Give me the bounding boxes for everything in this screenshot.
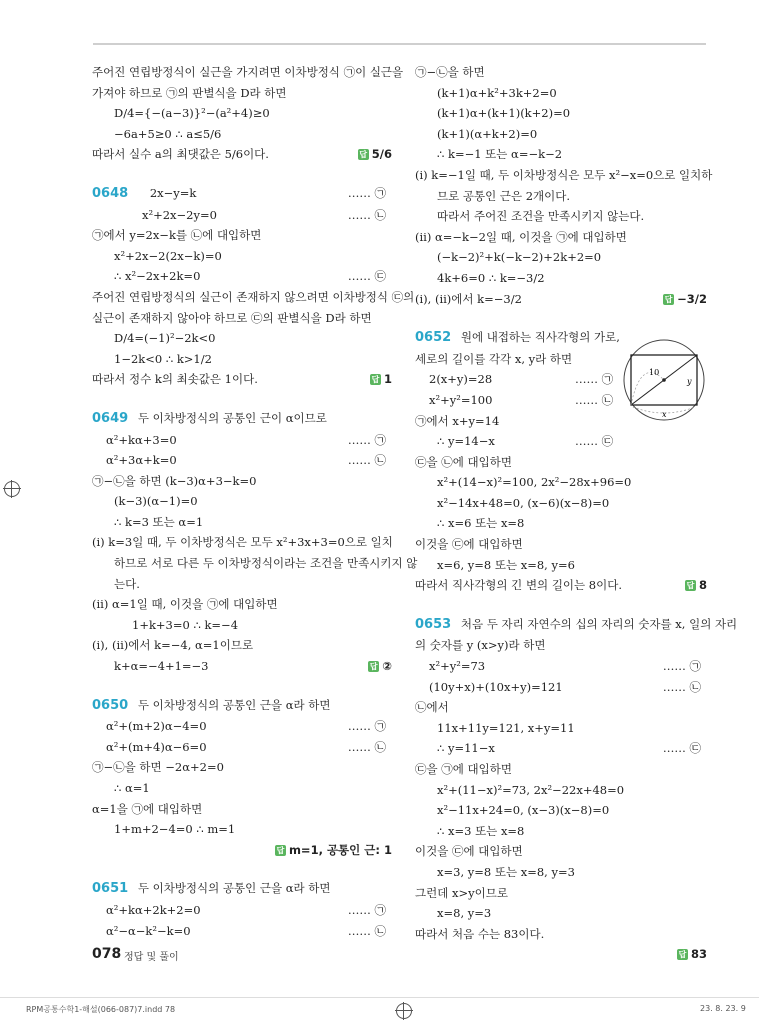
text-line: ㉢을 ㉠에 대입하면 — [415, 762, 512, 776]
formula-line: ∴ k=3 또는 α=1 — [114, 514, 204, 529]
eq-tag: …… ㉠ — [662, 659, 701, 674]
formula-line: ∴ α=1 — [114, 781, 150, 795]
answer: 답 83 — [678, 947, 707, 962]
answer: 답 ② — [369, 659, 392, 674]
system-line: α²−α−k²−k=0 …… ㉡ — [92, 921, 392, 942]
answer: 답 m=1, 공통인 근: 1 — [276, 842, 392, 857]
text-line: 이것을 ㉢에 대입하면 — [415, 844, 523, 859]
problem-number: 0653 — [415, 616, 452, 632]
eq-tag: …… ㉡ — [575, 392, 614, 407]
text-line — [92, 840, 392, 861]
eq-tag: …… ㉢ — [575, 434, 614, 449]
inscribed-rectangle-figure — [621, 337, 707, 423]
formula-line: x=3, y=8 또는 x=8, y=3 — [437, 864, 575, 879]
problem-number: 0649 — [92, 410, 129, 426]
page-number: 078 — [92, 946, 122, 962]
problem-title: 두 이차방정식의 공통인 근을 α라 하면 — [137, 881, 331, 896]
text-line: (ⅰ) k=3일 때, 두 이차방정식은 모두 x²+3x+3=0으로 일치 — [92, 535, 393, 550]
formula-line: −6a+5≥0 ∴ a≤5/6 — [114, 126, 222, 141]
text-line: 가져야 하므로 ㉠의 판별식을 D라 하면 — [92, 85, 287, 100]
formula-line: D/4={−(a−3)}²−(a²+4)≥0 — [114, 106, 270, 121]
text-line: ㉠에서 x+y=14 — [415, 413, 500, 428]
problem-title: 두 이차방정식의 공통인 근을 α라 하면 — [137, 697, 331, 712]
text-line: α=1을 ㉠에 대입하면 — [92, 801, 203, 816]
formula-line: k+α=−4+1=−3 답 ② — [92, 656, 392, 677]
formula-line: 1−2k<0 ∴ k>1/2 — [114, 351, 212, 366]
formula-line: x²+2x−2(2x−k)=0 — [114, 248, 222, 263]
answer-badge-icon: 답 — [678, 950, 687, 960]
file-name: RPM공통수학1-해설(066-087)7.indd 78 — [26, 1005, 176, 1014]
registration-mark-icon — [4, 481, 20, 497]
text-line: ㉡에서 — [415, 700, 449, 715]
header-rule — [93, 43, 706, 45]
eq-tag: …… ㉠ — [575, 372, 614, 387]
text-line: 이것을 ㉢에 대입하면 — [415, 537, 523, 552]
width-label: x — [662, 410, 667, 419]
text-line: 세로의 길이를 각각 x, y라 하면 — [415, 351, 573, 366]
problem-0650 — [92, 695, 392, 717]
text-line: 므로 공통인 근은 2개이다. — [437, 188, 571, 203]
height-label: y — [687, 377, 692, 386]
system-line: x²+y²=100 …… ㉡ — [415, 390, 707, 411]
text-line: 그런데 x>y이므로 — [415, 885, 508, 900]
system-line: α²+(m+2)α−4=0 …… ㉠ — [92, 716, 392, 737]
registration-mark-icon — [396, 1003, 412, 1019]
formula-line: x=8, y=3 — [437, 906, 492, 921]
system-line: α²+kα+3=0 …… ㉠ — [92, 430, 392, 451]
bottom-rule — [0, 997, 759, 998]
system-line: x²+y²=73 …… ㉠ — [415, 656, 707, 677]
formula-line: (k−3)(α−1)=0 — [114, 494, 198, 509]
answer-value: 5/6 — [371, 147, 392, 162]
text-line: 따라서 직사각형의 긴 변의 길이는 8이다. 답 8 — [415, 575, 707, 596]
formula-line: D/4=(−1)²−2k<0 — [114, 331, 216, 346]
formula-line: 11x+11y=121, x+y=11 — [437, 720, 575, 735]
problem-0648 — [92, 183, 392, 205]
radius-arc — [631, 373, 664, 405]
formula-line: ∴ k=−1 또는 α=−k−2 — [437, 147, 563, 162]
eq-tag: …… ㉠ — [347, 719, 386, 734]
answer-badge-icon: 답 — [371, 375, 380, 385]
problem-number: 0648 — [92, 185, 129, 201]
formula-line: x²−11x+24=0, (x−3)(x−8)=0 — [437, 803, 610, 818]
formula-line: (−k−2)²+k(−k−2)+2k+2=0 — [437, 250, 602, 265]
text-line: 따라서 처음 수는 83이다. — [415, 926, 545, 941]
text-line: 실근이 존재하지 않아야 하므로 ㉢의 판별식을 D라 하면 — [92, 310, 372, 325]
problem-number: 0650 — [92, 697, 129, 713]
system-line — [92, 205, 392, 226]
formula-line: ∴ y=11−x …… ㉢ — [415, 738, 707, 759]
formula-line: x²+(11−x)²=73, 2x²−22x+48=0 — [437, 782, 625, 797]
text-line: (ⅰ), (ⅱ)에서 k=−3/2 답 −3/2 — [415, 289, 707, 310]
formula-line: ∴ x²−2x+2k=0 …… ㉢ — [92, 266, 392, 287]
formula-line: x=6, y=8 또는 x=8, y=6 — [437, 557, 575, 572]
formula-line: (k+1)α+k²+3k+2=0 — [437, 85, 557, 100]
eq-tag: …… ㉠ — [347, 432, 386, 447]
text-line: (ⅰ) k=−1일 때, 두 이차방정식은 모두 x²−x=0으로 일치하 — [415, 167, 713, 182]
formula-line: ∴ y=14−x …… ㉢ — [415, 431, 707, 452]
problem-0651 — [92, 878, 392, 900]
eq-tag: …… ㉠ — [347, 185, 386, 200]
text-line: 따라서 주어진 조건을 만족시키지 않는다. — [437, 209, 645, 224]
answer-badge-icon: 답 — [686, 581, 695, 591]
system-line: α²+(m+4)α−6=0 …… ㉡ — [92, 737, 392, 758]
text-line: ㉠−㉡을 하면 −2α+2=0 — [92, 760, 224, 775]
eq-tag: …… ㉡ — [347, 207, 386, 222]
formula-line: 1+k+3=0 ∴ k=−4 — [132, 617, 239, 632]
formula-line: x²+(14−x)²=100, 2x²−28x+96=0 — [437, 475, 632, 490]
radius-label: 10 — [649, 368, 660, 377]
answer-badge-icon: 답 — [369, 662, 378, 672]
formula-line: x²−14x+48=0, (x−6)(x−8)=0 — [437, 495, 610, 510]
problem-0649 — [92, 408, 392, 430]
answer: 답 1 — [371, 372, 392, 387]
text-line — [415, 944, 707, 965]
problem-number: 0652 — [415, 330, 452, 346]
text-line: 는다. — [114, 576, 140, 591]
eq-tag: …… ㉡ — [662, 679, 701, 694]
formula-line: ∴ x=6 또는 x=8 — [437, 516, 525, 531]
eq-tag: …… ㉠ — [347, 902, 386, 917]
system-line: α²+3α+k=0 …… ㉡ — [92, 450, 392, 471]
eq-tag: …… ㉢ — [662, 741, 701, 756]
eq-tag: …… ㉢ — [347, 269, 386, 284]
center-dot — [662, 378, 666, 382]
text-line: 주어진 연립방정식의 실근이 존재하지 않으려면 이차방정식 ㉢의 — [92, 289, 415, 304]
formula-line: ∴ x=3 또는 x=8 — [437, 823, 525, 838]
eq-tag: …… ㉡ — [347, 453, 386, 468]
formula-line: 4k+6=0 ∴ k=−3/2 — [437, 270, 545, 285]
answer: 답 8 — [686, 578, 707, 593]
system-eq2: x²+2x−2y=0 — [142, 207, 217, 222]
system-line: (10y+x)+(10x+y)=121 …… ㉡ — [415, 677, 707, 698]
system-line: 2(x+y)=28 …… ㉠ — [415, 369, 707, 390]
text-line: 주어진 연립방정식이 실근을 가지려면 이차방정식 ㉠이 실근을 — [92, 65, 404, 79]
text-line: (ⅰ), (ⅱ)에서 k=−4, α=1이므로 — [92, 638, 254, 653]
text-line: ㉢을 ㉡에 대입하면 — [415, 454, 512, 469]
text-line: ㉠−㉡을 하면 (k−3)α+3−k=0 — [92, 473, 257, 488]
text-line: 의 숫자를 y (x>y)라 하면 — [415, 638, 546, 653]
problem-0653 — [415, 614, 738, 636]
left-column — [92, 62, 418, 941]
answer — [358, 144, 392, 165]
answer: 답 −3/2 — [664, 291, 707, 306]
problem-title: 처음 두 자리 자연수의 십의 자리의 숫자를 x, 일의 자리 — [460, 616, 738, 631]
text-line: ㉠에서 y=2x−k를 ㉡에 대입하면 — [92, 228, 262, 243]
formula-line: 1+m+2−4=0 ∴ m=1 — [114, 822, 236, 837]
text-line: (ⅱ) α=1일 때, 이것을 ㉠에 대입하면 — [92, 597, 278, 612]
eq-tag: …… ㉡ — [347, 923, 386, 938]
footer-label: 정답 및 풀이 — [124, 952, 179, 963]
problem-number: 0651 — [92, 881, 129, 897]
print-date: 23. 8. 23. 9 — [700, 1004, 746, 1013]
problem-title: 원에 내접하는 직사각형의 가로, — [460, 330, 620, 345]
formula-line: (k+1)α+(k+1)(k+2)=0 — [437, 106, 571, 121]
conclusion-text: 따라서 실수 a의 최댓값은 5/6이다. — [92, 147, 269, 162]
problem-title: 두 이차방정식의 공통인 근이 α이므로 — [137, 410, 327, 425]
text-line: 따라서 정수 k의 최솟값은 1이다. 답 1 — [92, 369, 392, 390]
text-line: 하므로 서로 다른 두 이차방정식이라는 조건을 만족시키지 않 — [114, 556, 418, 571]
system-eq1: 2x−y=k — [149, 185, 197, 200]
answer-badge-icon: 답 — [359, 150, 368, 160]
right-column — [415, 62, 738, 965]
text-line — [92, 144, 392, 165]
text-line: ㉠−㉡을 하면 — [415, 65, 485, 79]
answer-badge-icon: 답 — [276, 845, 285, 855]
system-line: α²+kα+2k+2=0 …… ㉠ — [92, 900, 392, 921]
eq-tag: …… ㉡ — [347, 739, 386, 754]
answer-badge-icon: 답 — [664, 294, 673, 304]
text-line: (ⅱ) α=−k−2일 때, 이것을 ㉠에 대입하면 — [415, 229, 627, 244]
formula-line: (k+1)(α+k+2)=0 — [437, 126, 538, 141]
